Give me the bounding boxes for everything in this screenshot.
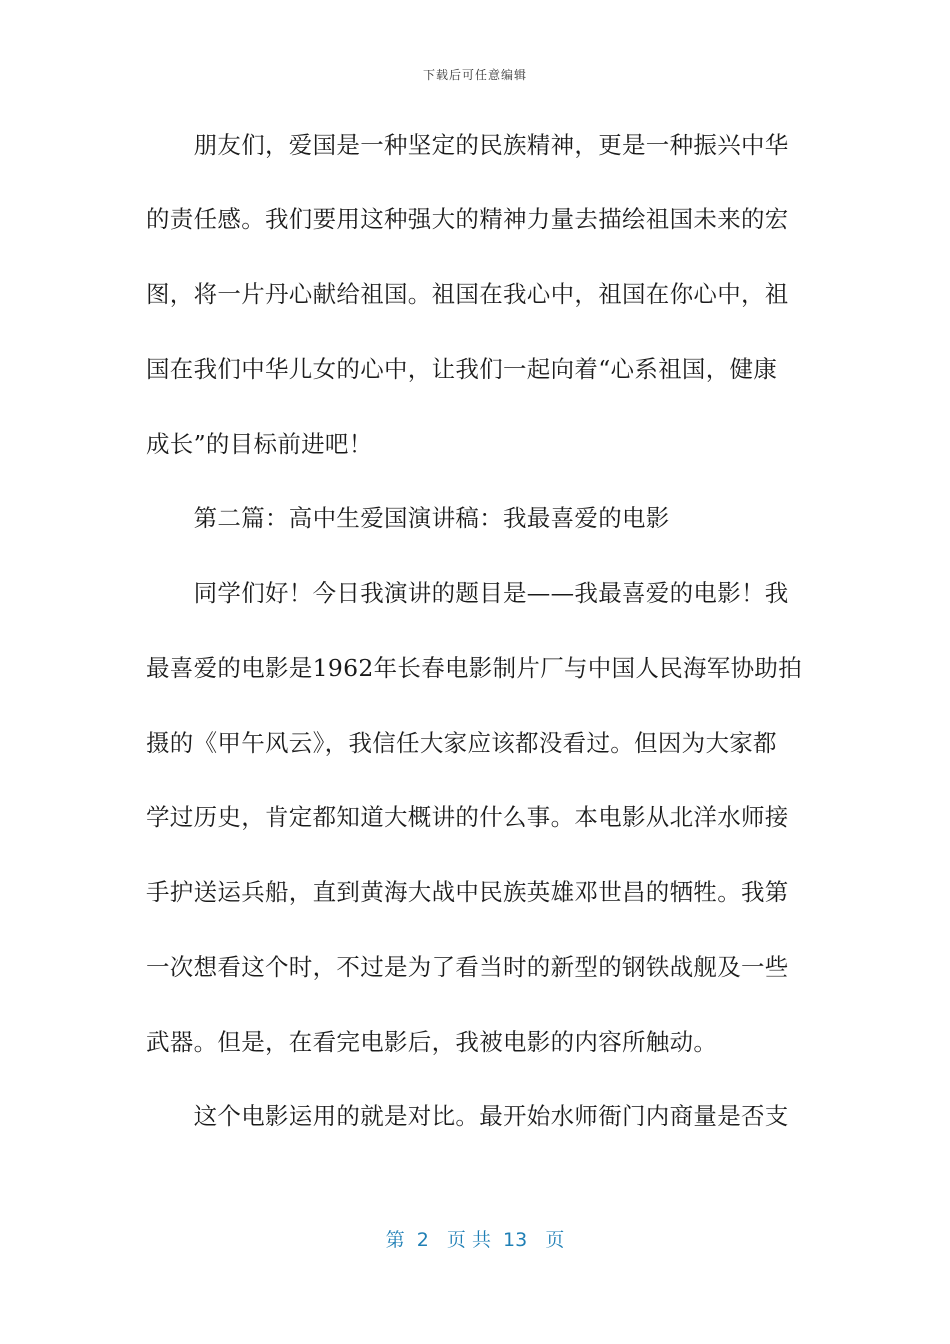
text-line: 的责任感。我们要用这种强大的精神力量去描绘祖国未来的宏 (146, 205, 789, 233)
text-line: 武器。但是，在看完电影后，我被电影的内容所触动。 (146, 1028, 718, 1056)
text-line: 图，将一片丹心献给祖国。祖国在我心中，祖国在你心中，祖 (146, 280, 789, 308)
text-line: 摄的《甲午风云》，我信任大家应该都没看过。但因为大家都 (146, 729, 777, 757)
page-number-footer: 第 2 页 共 13 页 (385, 1229, 565, 1251)
text-line: 学过历史，肯定都知道大概讲的什么事。本电影从北洋水师接 (146, 803, 789, 831)
text-line: 成长”的目标前进吧！ (146, 430, 373, 458)
section-heading: 第二篇：高中生爱国演讲稿：我最喜爱的电影 (146, 504, 670, 532)
text-line: 手护送运兵船，直到黄海大战中民族英雄邓世昌的牺牲。我第 (146, 878, 789, 906)
text-line: 朋友们，爱国是一种坚定的民族精神，更是一种振兴中华 (146, 131, 789, 159)
text-line: 国在我们中华儿女的心中，让我们一起向着“心系祖国，健康 (146, 355, 778, 383)
header-note: 下载后可任意编辑 (422, 68, 527, 82)
text-line: 一次想看这个时，不过是为了看当时的新型的钢铁战舰及一些 (146, 953, 789, 981)
text-line: 最喜爱的电影是1962年长春电影制片厂与中国人民海军协助拍 (146, 654, 803, 682)
text-line: 同学们好！今日我演讲的题目是——我最喜爱的电影！我 (146, 579, 789, 607)
text-line: 这个电影运用的就是对比。最开始水师衙门内商量是否支 (146, 1102, 789, 1130)
